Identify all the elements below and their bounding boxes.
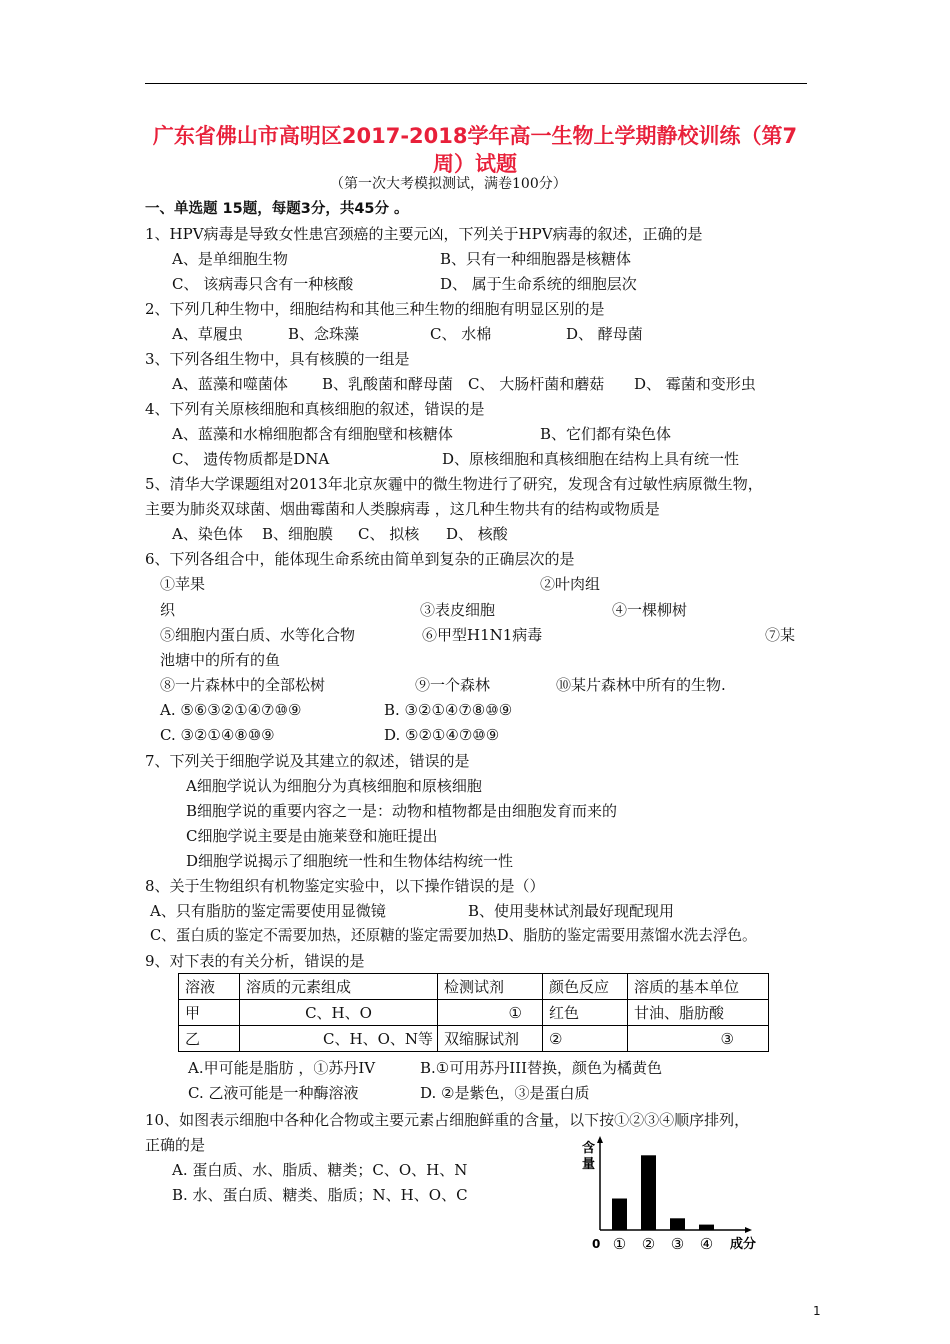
page-title-line2: 周）试题 [433, 152, 517, 176]
q5-option-b: B、细胞膜 [262, 525, 334, 543]
q2-stem: 2、下列几种生物中，细胞结构和其他三种生物的细胞有明显区别的是 [145, 300, 605, 318]
q6-item-6: ⑥甲型H1N1病毒 [422, 626, 543, 644]
page-title-line1: 广东省佛山市高明区2017-2018学年高一生物上学期静校训练（第7 [152, 124, 798, 148]
q9-option-a: A.甲可能是脂肪 ，①苏丹IV [188, 1059, 376, 1077]
q3-option-c: C、 大肠杆菌和蘑菇 [468, 375, 605, 393]
q10-bar-chart [570, 1130, 800, 1255]
page-subtitle: （第一次大考模拟测试，满卷100分） [330, 176, 567, 192]
table-row [179, 1000, 769, 1026]
q9-table [178, 973, 769, 1052]
q4-option-a: A、蓝藻和水棉细胞都含有细胞壁和核糖体 [172, 425, 453, 443]
bar-4 [699, 1225, 714, 1230]
q6-item-7a: ⑦某 [765, 626, 796, 644]
table-header-cell: 溶质的基本单位 [628, 974, 769, 1000]
q4-option-d: D、原核细胞和真核细胞在结构上具有统一性 [442, 450, 740, 468]
q1-option-b: B、只有一种细胞器是核糖体 [440, 250, 632, 268]
q5-stem-line1: 5、清华大学课题组对2013年北京灰霾中的微生物进行了研究，发现含有过敏性病原微生物， [145, 475, 763, 493]
x-axis-arrow [745, 1227, 752, 1233]
q10-stem-line2: 正确的是 [145, 1136, 206, 1154]
q5-option-c: C、 拟核 [358, 525, 420, 543]
q10-option-a: A. 蛋白质、水、脂质、糖类；C、O、H、N [172, 1161, 468, 1179]
q3-option-b: B、乳酸菌和酵母菌 [322, 375, 454, 393]
q6-option-c: C. ③②①④⑧⑩⑨ [160, 726, 275, 744]
header-rule [145, 83, 807, 84]
q8-stem: 8、关于生物组织有机物鉴定实验中，以下操作错误的是（） [145, 877, 545, 895]
q5-option-a: A、染色体 [172, 525, 243, 543]
q2-option-b: B、念珠藻 [288, 325, 360, 343]
q7-option-d: D细胞学说揭示了细胞统一性和生物体结构统一性 [186, 852, 514, 870]
bar-3 [670, 1218, 685, 1230]
q6-option-d: D. ⑤②①④⑦⑩⑨ [384, 726, 500, 744]
q6-item-1: ①苹果 [160, 575, 206, 593]
q3-stem: 3、下列各组生物中，具有核膜的一组是 [145, 350, 410, 368]
table-row [179, 1026, 769, 1052]
x-tick-label: ① [612, 1235, 627, 1253]
q3-option-d: D、 霉菌和变形虫 [634, 375, 756, 393]
x-axis-label: 成分 [730, 1237, 757, 1252]
x-tick-label: ③ [670, 1235, 685, 1253]
bar-2 [641, 1155, 656, 1230]
y-axis-label-2: 量 [582, 1157, 596, 1172]
q6-item-3: ③表皮细胞 [420, 601, 496, 619]
q2-option-d: D、 酵母菌 [566, 325, 643, 343]
table-header-cell: 溶质的元素组成 [240, 974, 438, 1000]
q7-option-c: C细胞学说主要是由施莱登和施旺提出 [186, 827, 438, 845]
q7-option-a: A细胞学说认为细胞分为真核细胞和原核细胞 [186, 777, 482, 795]
table-cell: C、H、O [240, 1000, 438, 1026]
q6-item-10: ⑩某片森林中所有的生物. [556, 676, 726, 694]
q2-option-c: C、 水棉 [430, 325, 492, 343]
table-cell: 双缩脲试剂 [438, 1026, 543, 1052]
q6-item-5: ⑤细胞内蛋白质、水等化合物 [160, 626, 356, 644]
q9-option-b: B.①可用苏丹III替换，颜色为橘黄色 [420, 1059, 663, 1077]
table-cell: ③ [628, 1026, 769, 1052]
table-header-cell: 颜色反应 [543, 974, 628, 1000]
table-cell: 甲 [179, 1000, 240, 1026]
q5-option-d: D、 核酸 [446, 525, 508, 543]
table-header-cell: 检测试剂 [438, 974, 543, 1000]
table-cell: ② [543, 1026, 628, 1052]
q8-option-b: B、使用斐林试剂最好现配现用 [468, 902, 675, 920]
q4-option-c: C、 遗传物质都是DNA [172, 450, 330, 468]
y-axis-label-1: 含 [582, 1141, 596, 1156]
x-tick-label: ② [641, 1235, 656, 1253]
q9-stem: 9、对下表的有关分析，错误的是 [145, 952, 365, 970]
table-cell: C、H、O、N等 [240, 1026, 438, 1052]
q8-option-cd: C、蛋白质的鉴定不需要加热，还原糖的鉴定需要加热D、脂肪的鉴定需要用蒸馏水洗去浮色。 [150, 927, 757, 944]
q1-option-d: D、 属于生命系统的细胞层次 [440, 275, 637, 293]
table-cell: ① [438, 1000, 543, 1026]
q10-stem-line1: 10、如图表示细胞中各种化合物或主要元素占细胞鲜重的含量，以下按①②③④顺序排列， [145, 1111, 750, 1129]
table-cell: 甘油、脂肪酸 [628, 1000, 769, 1026]
q1-option-a: A、是单细胞生物 [172, 250, 288, 268]
q1-option-c: C、 该病毒只含有一种核酸 [172, 275, 354, 293]
q9-option-d: D. ②是紫色，③是蛋白质 [420, 1084, 590, 1102]
q5-stem-line2: 主要为肺炎双球菌、烟曲霉菌和人类腺病毒 ，这几种生物共有的结构或物质是 [145, 500, 660, 518]
origin-label: 0 [592, 1237, 601, 1251]
q6-item-2b: 织 [160, 601, 176, 619]
q9-option-c: C. 乙液可能是一种酶溶液 [188, 1084, 359, 1102]
q6-option-b: B. ③②①④⑦⑧⑩⑨ [384, 701, 513, 719]
x-tick-label: ④ [699, 1235, 714, 1253]
section-heading: 一、单选题 15题，每题3分，共45分 。 [145, 201, 409, 217]
q6-item-9: ⑨一个森林 [415, 676, 491, 694]
q6-item-8: ⑧一片森林中的全部松树 [160, 676, 326, 694]
q8-option-a: A、只有脂肪的鉴定需要使用显微镜 [150, 902, 386, 920]
q6-item-7b: 池塘中的所有的鱼 [160, 651, 281, 669]
table-cell: 乙 [179, 1026, 240, 1052]
table-header-row [179, 974, 769, 1000]
q4-option-b: B、它们都有染色体 [540, 425, 672, 443]
q6-stem: 6、下列各组合中，能体现生命系统由简单到复杂的正确层次的是 [145, 550, 575, 568]
q1-stem: 1、HPV病毒是导致女性患宫颈癌的主要元凶，下列关于HPV病毒的叙述，正确的是 [145, 225, 703, 243]
page-number: 1 [813, 1304, 821, 1318]
q6-option-a: A. ⑤⑥③②①④⑦⑩⑨ [160, 701, 302, 719]
q6-item-4: ④一棵柳树 [612, 601, 688, 619]
q3-option-a: A、蓝藻和噬菌体 [172, 375, 288, 393]
q2-option-a: A、草履虫 [172, 325, 243, 343]
q7-stem: 7、下列关于细胞学说及其建立的叙述，错误的是 [145, 752, 470, 770]
table-header-cell: 溶液 [179, 974, 240, 1000]
q10-option-b: B. 水、蛋白质、糖类、脂质；N、H、O、C [172, 1186, 468, 1204]
q4-stem: 4、下列有关原核细胞和真核细胞的叙述，错误的是 [145, 400, 485, 418]
y-axis-arrow [597, 1136, 603, 1143]
table-cell: 红色 [543, 1000, 628, 1026]
bar-1 [612, 1199, 627, 1231]
q6-item-2a: ②叶肉组 [540, 575, 601, 593]
q7-option-b: B细胞学说的重要内容之一是：动物和植物都是由细胞发育而来的 [186, 802, 618, 820]
